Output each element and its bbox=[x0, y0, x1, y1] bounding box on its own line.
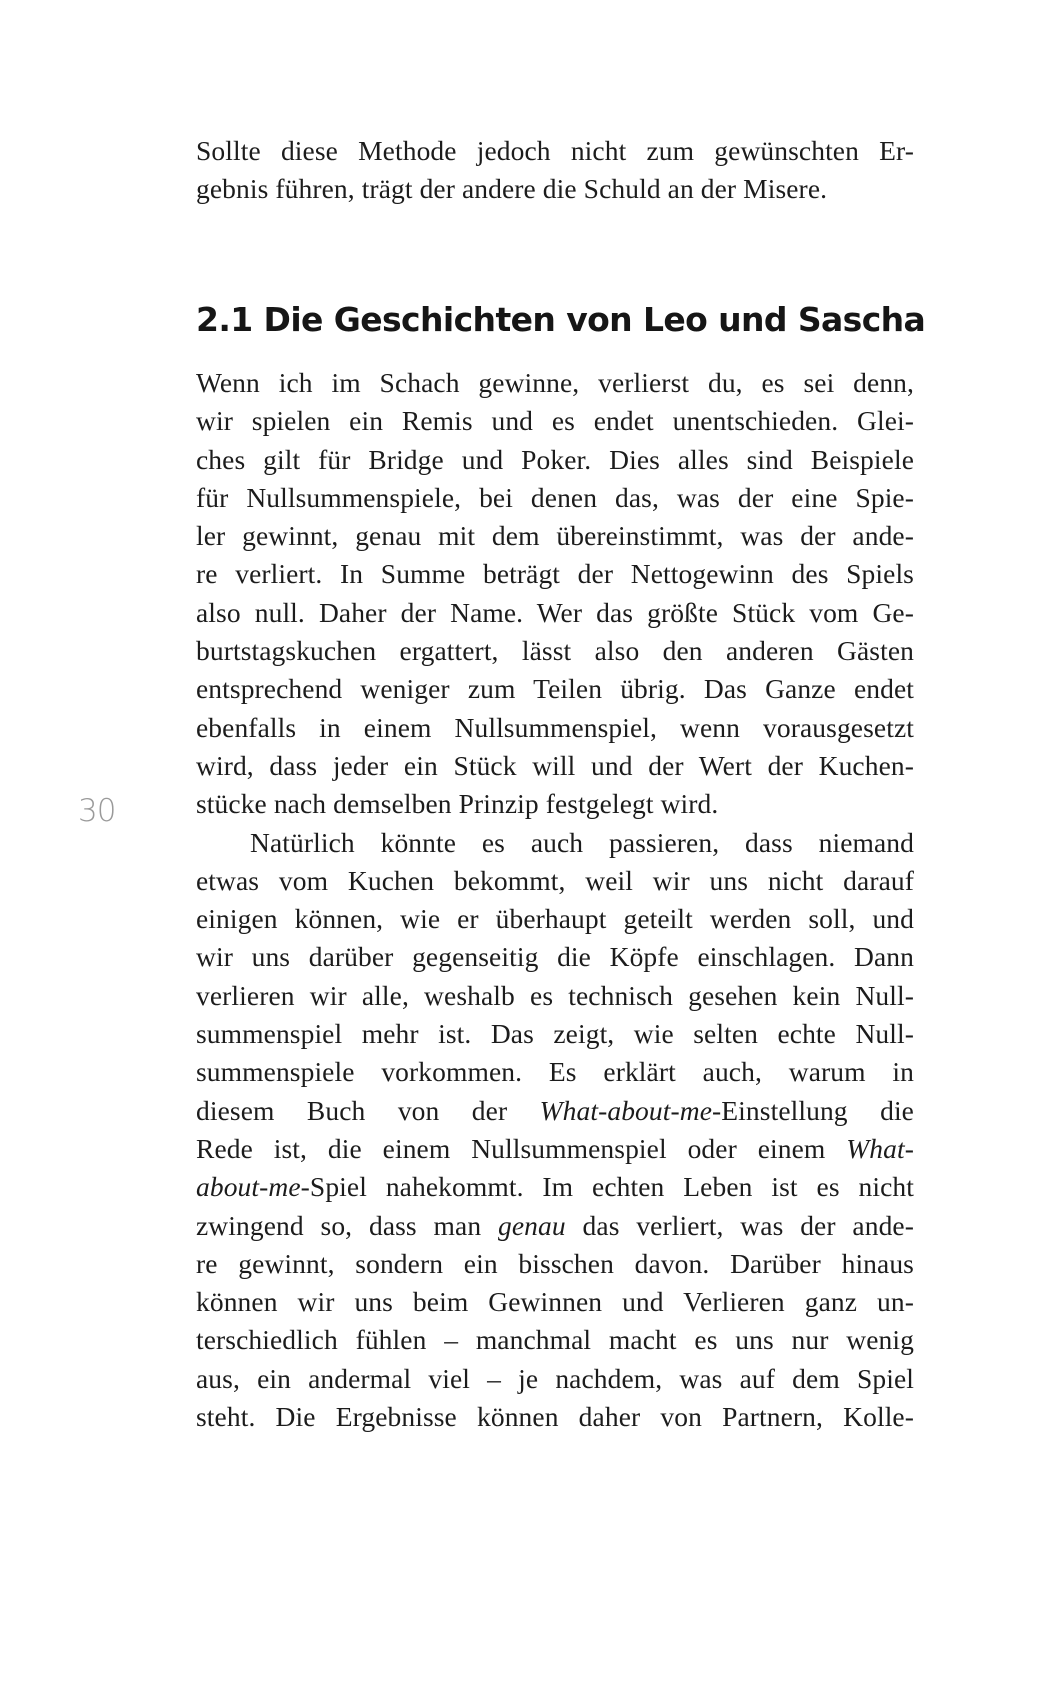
section-heading: 2.1 Die Geschichten von Leo und Sascha bbox=[196, 300, 926, 339]
paragraph-2-line bbox=[196, 1092, 914, 1130]
paragraph-2-line: steht. Die Ergebnisse können daher von Partnern, Kolle- bbox=[196, 1401, 914, 1433]
text-run: Rede ist, die einem Nullsummenspiel oder einem bbox=[196, 1132, 847, 1164]
paragraph-2-line: etwas vom Kuchen bekommt, weil wir uns nicht darauf bbox=[196, 864, 914, 896]
paragraph-2 bbox=[196, 824, 914, 1437]
page-number: 30 bbox=[78, 793, 116, 829]
italic-term: about-me bbox=[196, 1171, 301, 1203]
text-run: zwingend so, dass man bbox=[196, 1209, 499, 1241]
text-run: diesem Buch von der bbox=[196, 1094, 540, 1126]
paragraph-1-line: wir spielen ein Remis und es endet unentschieden. Glei- bbox=[196, 405, 914, 437]
paragraph-2-line: wir uns darüber gegenseitig die Köpfe einschlagen. Dann bbox=[196, 941, 914, 973]
italic-term: What-about-me bbox=[539, 1094, 713, 1126]
italic-term: What- bbox=[846, 1132, 914, 1164]
paragraph-1-line: ches gilt für Bridge und Poker. Dies alles sind Beispiele bbox=[196, 443, 914, 475]
paragraph-2-line: terschiedlich fühlen – manchmal macht es uns nur wenig bbox=[196, 1324, 914, 1356]
italic-term: genau bbox=[498, 1209, 566, 1241]
paragraph-2-line: Natürlich könnte es auch passieren, dass niemand bbox=[250, 826, 914, 858]
text-run: -Einstellung die bbox=[712, 1094, 914, 1126]
text-run: das verliert, was der ande- bbox=[565, 1209, 914, 1241]
paragraph-2-line: summenspiele vorkommen. Es erklärt auch, warum in bbox=[196, 1056, 914, 1088]
paragraph-1-line: stücke nach demselben Prinzip festgelegt wird. bbox=[196, 788, 719, 820]
paragraph-1-line: ebenfalls in einem Nullsummenspiel, wenn vorausgesetzt bbox=[196, 711, 914, 743]
paragraph-1-line: burtstagskuchen ergattert, lässt also den anderen Gästen bbox=[196, 635, 914, 667]
paragraph-2-line: können wir uns beim Gewinnen und Verlieren ganz un- bbox=[196, 1286, 914, 1318]
paragraph-2-line: aus, ein andermal viel – je nachdem, was auf dem Spiel bbox=[196, 1362, 914, 1394]
paragraph-1-line: re verliert. In Summe beträgt der Nettogewinn des Spiels bbox=[196, 558, 914, 590]
paragraph-1-line: entsprechend weniger zum Teilen übrig. Das Ganze endet bbox=[196, 673, 914, 705]
paragraph-1-line: wird, dass jeder ein Stück will und der Wert der Kuchen- bbox=[196, 749, 914, 781]
paragraph-2-line: verlieren wir alle, weshalb es technisch gesehen kein Null- bbox=[196, 979, 914, 1011]
text-run: -Spiel nahekommt. Im echten Leben ist es nicht bbox=[300, 1171, 914, 1203]
paragraph-1 bbox=[196, 364, 914, 824]
paragraph-2-line bbox=[196, 1168, 914, 1206]
paragraph-2-line: summenspiel mehr ist. Das zeigt, wie selten echte Null- bbox=[196, 1018, 914, 1050]
paragraph-2-line: einigen können, wie er überhaupt geteilt werden soll, und bbox=[196, 903, 914, 935]
paragraph-2-line bbox=[196, 1130, 914, 1168]
body-text bbox=[196, 364, 914, 1436]
paragraph-1-line: ler gewinnt, genau mit dem übereinstimmt, was der ande- bbox=[196, 520, 914, 552]
intro-line-1: Sollte diese Methode jedoch nicht zum gewünschten Er- bbox=[196, 135, 914, 166]
paragraph-1-line: Wenn ich im Schach gewinne, verlierst du, es sei denn, bbox=[196, 367, 914, 398]
intro-paragraph bbox=[196, 132, 914, 209]
intro-line-2: gebnis führen, trägt der andere die Schuld an der Misere. bbox=[196, 173, 828, 205]
paragraph-1-line: für Nullsummenspiele, bei denen das, was der eine Spie- bbox=[196, 481, 914, 513]
paragraph-2-line bbox=[196, 1207, 914, 1245]
paragraph-2-line: re gewinnt, sondern ein bisschen davon. Darüber hinaus bbox=[196, 1247, 914, 1279]
paragraph-1-line: also null. Daher der Name. Wer das größte Stück vom Ge- bbox=[196, 596, 914, 628]
